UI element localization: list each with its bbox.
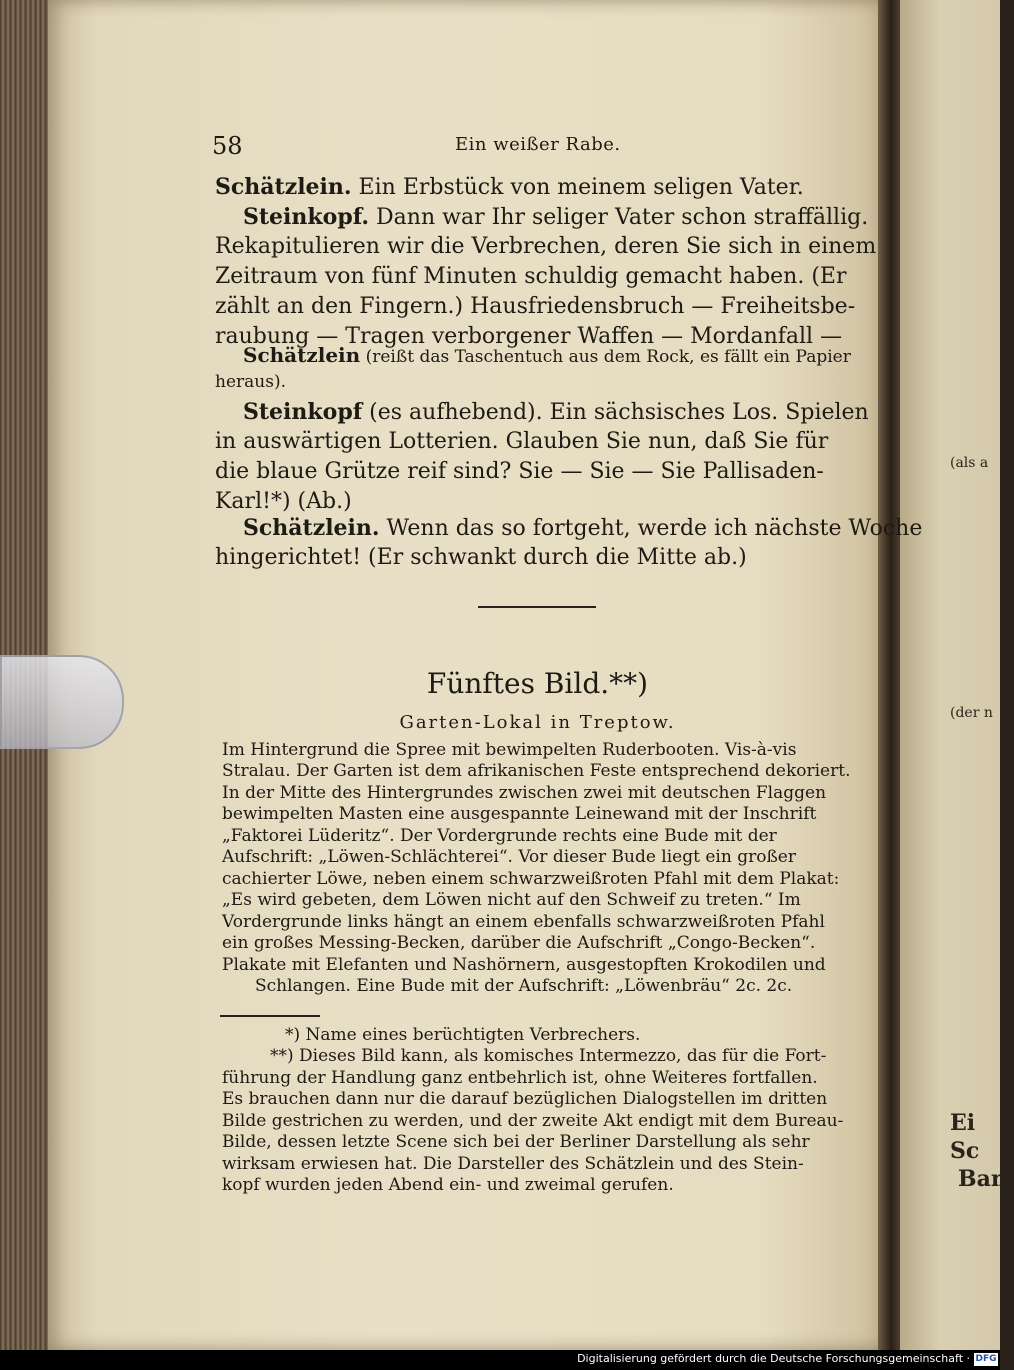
footnote-line: **) Dieses Bild kann, als komisches Intermezzo, das für die Fort- <box>270 1046 827 1066</box>
dialogue-line <box>215 172 855 203</box>
adjacent-page-fragment: (als a <box>950 455 989 471</box>
scene-title: Fünftes Bild.**) <box>426 667 649 700</box>
speaker-name: Schätzlein. <box>215 174 352 200</box>
footnote-line: Es brauchen dann nur die darauf bezüglichen Dialogstellen im dritten <box>222 1089 828 1109</box>
scene-description-line: Aufschrift: „Löwen-Schlächterei“. Vor dieser Bude liegt ein großer <box>222 847 796 867</box>
dialogue-text: Zeitraum von fünf Minuten schuldig gemacht haben. (Er <box>215 264 847 289</box>
footnote-line: Bilde, dessen letzte Scene sich bei der Berliner Darstellung als sehr <box>222 1132 810 1152</box>
digitization-credit: Digitalisierung gefördert durch die Deutsche Forschungsgemeinschaft · <box>577 1352 970 1365</box>
dialogue-text: die blaue Grütze reif sind? Sie — Sie — Sie Pallisaden- <box>215 459 824 484</box>
adjacent-page-fragment: Ei <box>950 1110 976 1136</box>
dialogue-text: (es aufhebend). Ein sächsisches Los. Spielen <box>362 400 869 425</box>
dialogue-text: Karl!*) (Ab.) <box>215 489 352 514</box>
scene-subtitle: Garten-Lokal in Treptow. <box>399 712 676 733</box>
dialogue-text: Rekapitulieren wir die Verbrechen, deren Sie sich in einem <box>215 234 877 259</box>
speaker-name: Steinkopf <box>243 399 363 425</box>
speaker-name: Schätzlein. <box>243 515 380 541</box>
dialogue-text: raubung — Tragen verborgener Waffen — Mordanfall — <box>215 324 843 349</box>
adjacent-page-fragment: Sc <box>950 1138 980 1164</box>
page-number: 58 <box>212 132 243 160</box>
speaker-name: Schätzlein <box>243 343 361 367</box>
dialogue-text: hingerichtet! (Er schwankt durch die Mitte ab.) <box>215 545 747 570</box>
dialogue-text: Dann war Ihr seliger Vater schon straffällig. <box>369 205 869 230</box>
dialogue-line <box>243 202 883 233</box>
scanner-thumb-clip <box>0 655 124 749</box>
scene-description-line: „Es wird gebeten, dem Löwen nicht auf den Schweif zu treten.“ Im <box>222 890 801 910</box>
scene-description-line: In der Mitte des Hintergrundes zwischen zwei mit deutschen Flaggen <box>222 783 827 803</box>
dialogue-text: zählt an den Fingern.) Hausfriedensbruch — Freiheitsbe- <box>215 294 856 319</box>
section-divider <box>478 606 596 608</box>
dialogue-line <box>215 232 877 262</box>
scene-description-line: bewimpelten Masten eine ausgespannte Leinewand mit der Inschrift <box>222 804 817 824</box>
dialogue-text: in auswärtigen Lotterien. Glauben Sie nun, daß Sie für <box>215 429 829 454</box>
dialogue-line <box>215 292 855 322</box>
digitization-credit-bar <box>0 1350 1000 1370</box>
dialogue-text: Wenn das so fortgeht, werde ich nächste Woche <box>379 516 923 541</box>
dialogue-line <box>215 543 855 573</box>
scene-description-line: ein großes Messing-Becken, darüber die Aufschrift „Congo-Becken“. <box>222 933 816 953</box>
scene-description-line: Stralau. Der Garten ist dem afrikanischen Feste entsprechend dekoriert. <box>222 761 851 781</box>
dfg-logo: DFG <box>975 1354 997 1364</box>
dialogue-text: heraus). <box>215 372 286 392</box>
adjacent-page-fragment: (der n <box>950 705 993 721</box>
scene-description-line: Schlangen. Eine Bude mit der Aufschrift: „Löwenbräu“ 2c. 2c. <box>255 976 793 996</box>
dialogue-line <box>243 397 883 428</box>
scene-description-line: Vordergrunde links hängt an einem ebenfalls schwarzweißroten Pfahl <box>222 912 825 932</box>
footnote-line: kopf wurden jeden Abend ein- und zweimal gerufen. <box>222 1175 674 1195</box>
adjacent-page-fragment: Bam <box>958 1166 1014 1192</box>
scene-description-line: Im Hintergrund die Spree mit bewimpelten Ruderbooten. Vis-à-vis <box>222 740 797 760</box>
dialogue-line <box>215 262 855 292</box>
footnote-line: führung der Handlung ganz entbehrlich ist, ohne Weiteres fortfallen. <box>222 1068 818 1088</box>
footnote-line: *) Name eines berüchtigten Verbrechers. <box>285 1025 641 1045</box>
footnote-line: wirksam erwiesen hat. Die Darsteller des Schätzlein und des Stein- <box>222 1154 804 1174</box>
speaker-name: Steinkopf. <box>243 204 370 230</box>
dialogue-line <box>215 427 855 457</box>
scene-description-line: cachierter Löwe, neben einem schwarzweißroten Pfahl mit dem Plakat: <box>222 869 840 889</box>
running-title: Ein weißer Rabe. <box>455 134 621 155</box>
footnote-divider <box>220 1015 320 1017</box>
dialogue-text: (reißt das Taschentuch aus dem Rock, es fällt ein Papier <box>360 347 851 367</box>
footnote-line: Bilde gestrichen zu werden, und der zweite Akt endigt mit dem Bureau- <box>222 1111 844 1131</box>
scene-description-line: Plakate mit Elefanten und Nashörnern, ausgestopften Krokodilen und <box>222 955 826 975</box>
scene-description-line: „Faktorei Lüderitz“. Der Vordergrunde rechts eine Bude mit der <box>222 826 777 846</box>
adjacent-page <box>900 0 1014 1350</box>
dialogue-line <box>215 367 855 397</box>
dialogue-line <box>243 513 923 544</box>
dialogue-line <box>215 457 855 487</box>
dialogue-text: Ein Erbstück von meinem seligen Vater. <box>351 175 804 200</box>
